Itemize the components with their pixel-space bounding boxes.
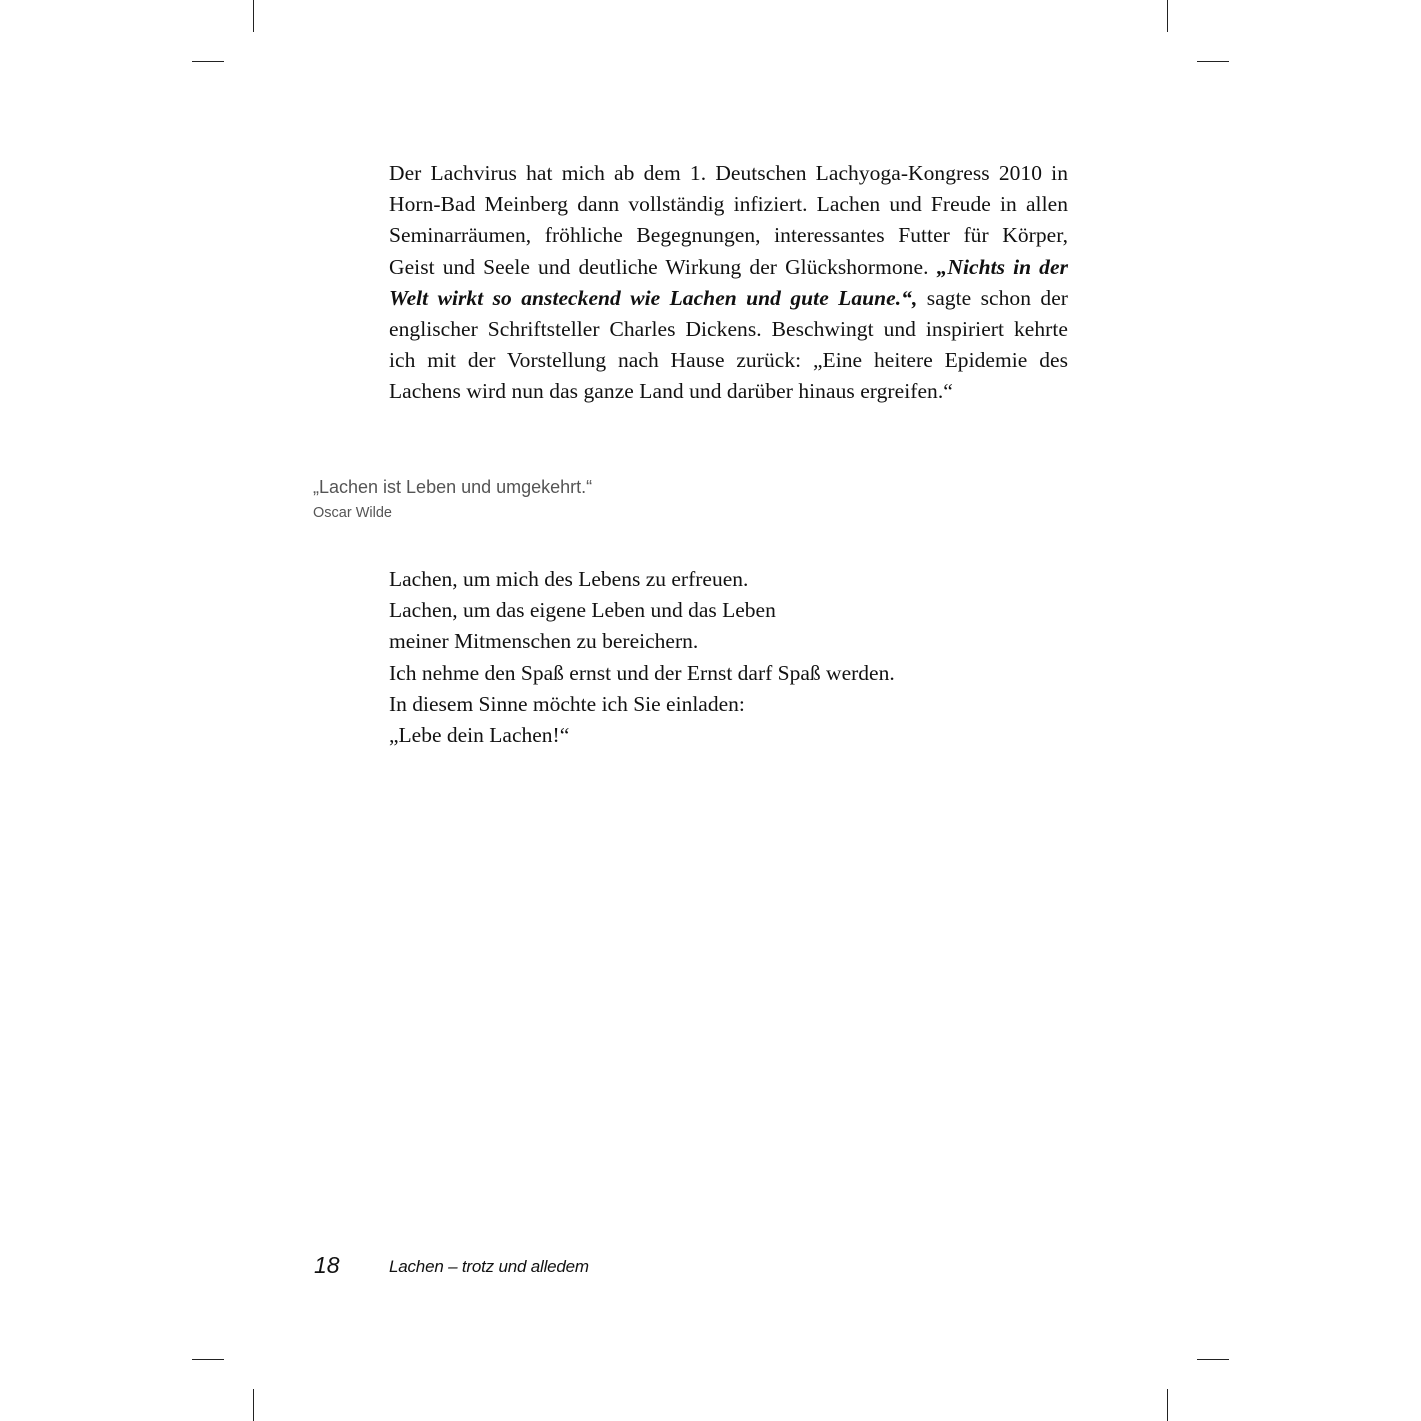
poem-line: In diesem Sinne möchte ich Sie einladen:	[389, 691, 745, 716]
page-number: 18	[314, 1252, 340, 1278]
poem-line: Ich nehme den Spaß ernst und der Ernst darf Spaß werden.	[389, 660, 895, 685]
paragraph-intro: Der Lachvirus hat mich ab dem 1. Deutschen Lachyoga-Kongress 2010 in Horn-Bad Meinberg dann vollständig infiziert. Lachen und Freude in allen Seminarräumen, fröhliche Begegnungen, interessantes Futter für Körper, Geist und Seele und deutliche Wirkung der Glückshormone.	[389, 161, 1068, 279]
page-footer	[0, 1250, 1421, 1282]
poem-line: Lachen, um mich des Lebens zu erfreuen.	[389, 567, 749, 591]
crop-mark-top-left-h	[192, 61, 224, 62]
crop-mark-bottom-left-h	[192, 1359, 224, 1360]
running-title: Lachen – trotz und alledem	[389, 1257, 589, 1276]
epigraph-text: „Lachen ist Leben und umgekehrt.“	[313, 477, 593, 497]
dickens-quote: „Nichts in der Welt wirkt so ansteckend wie Lachen und gute Laune.“,	[389, 254, 1068, 310]
poem-line: „Lebe dein Lachen!“	[389, 723, 570, 748]
crop-mark-bottom-left	[253, 1389, 254, 1421]
body-paragraph	[389, 158, 1068, 408]
poem-line: Lachen, um das eigene Leben und das Leben	[389, 598, 776, 623]
crop-mark-top-right-h	[1197, 61, 1229, 62]
crop-mark-top-right	[1167, 0, 1168, 32]
epigraph-author: Oscar Wilde	[313, 505, 392, 521]
crop-mark-bottom-right	[1167, 1389, 1168, 1421]
crop-mark-top-left	[253, 0, 254, 32]
paragraph-outro: sagte schon der englischer Schriftsteller Charles Dickens. Beschwingt und inspiriert kehrte ich mit der Vorstellung nach Hause zurück: „Eine heitere Epidemie des Lachens wird nun das ganze Land und darüber hinaus ergreifen.“	[389, 285, 1068, 404]
poem	[389, 564, 895, 751]
epigraph	[313, 474, 592, 524]
crop-mark-bottom-right-h	[1197, 1359, 1229, 1360]
poem-line: meiner Mitmenschen zu bereichern.	[389, 629, 699, 654]
